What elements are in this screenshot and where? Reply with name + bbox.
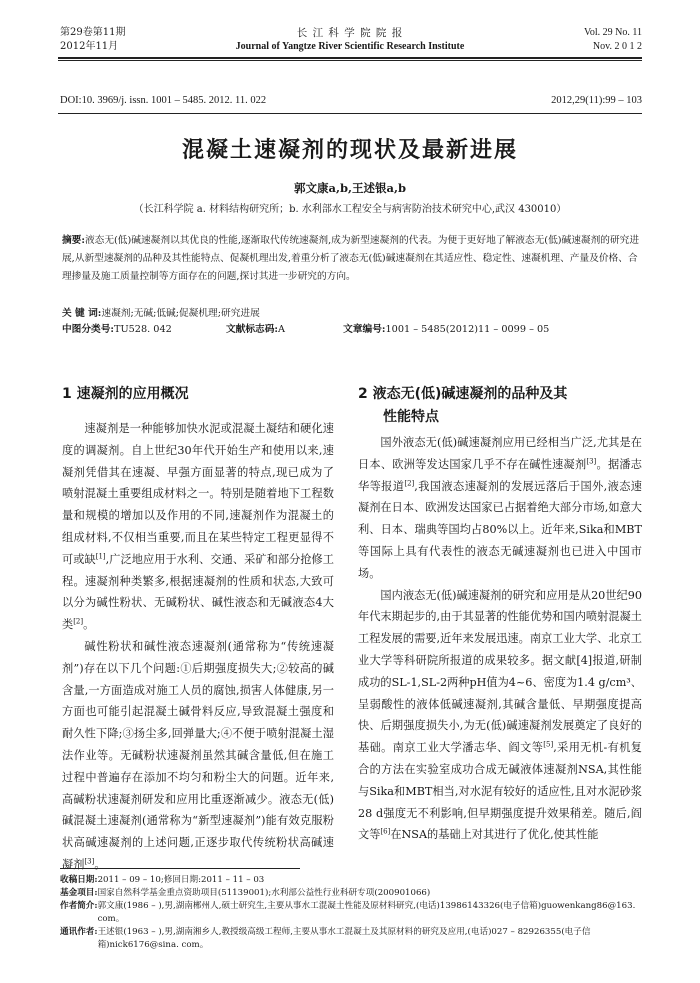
keywords	[62, 306, 642, 322]
abstract-label: 摘要:	[62, 235, 85, 246]
affiliation: （长江科学院 a. 材料结构研究所；b. 水利部水工程安全与病害防治技术研究中心,武汉 430010）	[133, 204, 567, 215]
right-column	[358, 432, 642, 846]
abstract-text: 液态无(低)碱速凝剂以其优良的性能,逐渐取代传统速凝剂,成为新型速凝剂的代表。为便于更好地了解液态无(低)碱速凝剂的研究进展,从新型速凝剂的品种及其性能特点、促凝机理出发,着重分析了液态无(低)碱速凝剂在其适应性、稳定性、速凝机理、产量及价格、合理掺量及施工质量控制等方面存在的问题,探讨其进一步研究的方向。	[62, 235, 640, 282]
section2-paragraph-1: 国外液态无(低)碱速凝剂应用已经相当广泛,尤其是在日本、欧洲等发达国家几乎不存在碱性速凝剂[3]。据潘志华等报道[2],我国液态速凝剂的发展远落后于国外,液态速凝剂在日本、欧洲发达国家已占据着绝大部分市场,如意大利、日本、瑞典等国均占80%以上。近年来,Sika和MBT等国际上具有代表性的液态无碱速凝剂也已进入中国市场。	[358, 436, 642, 580]
footnotes	[60, 874, 642, 952]
section2-heading: 2 液态无(低)碱速凝剂的品种及其	[358, 386, 568, 402]
doi: DOI:10. 3969/j. issn. 1001 – 5485. 2012. 11. 022	[60, 95, 267, 106]
citation-ref: [1]	[95, 552, 106, 561]
citation-ref: [3]	[586, 457, 597, 466]
date-cn: 2012年11月	[60, 41, 119, 52]
keywords-text: 速凝剂;无碱;低碱;促凝机理;研究进展	[101, 308, 260, 319]
header-rule	[58, 57, 642, 59]
funding: 基金项目: 国家自然科学基金重点资助项目(51139001);水利部公益性行业科研专项(200901066)	[60, 888, 431, 898]
journal-name-en: Journal of Yangtze River Scientific Research Institute	[235, 41, 465, 52]
received-dates: 收稿日期: 2011 – 09 – 10;修回日期:2011 – 11 – 03	[60, 875, 265, 885]
corresponding-author: 通讯作者: 王述银(1963 – ),男,湖南湘乡人,教授级高级工程师,主要从事水工混凝土及其原材料的研究及应用,(电话)027 – 82926355(电子信箱)nick6176@sina. com。	[60, 927, 591, 950]
authors: 郭文康a,b,王述银a,b	[294, 181, 406, 195]
abstract	[62, 232, 642, 286]
volume-issue-en: Vol. 29 No. 11	[583, 27, 642, 38]
date-en: Nov. 2 0 1 2	[592, 41, 642, 52]
section1-paragraph-1: 速凝剂是一种能够加快水泥或混凝土凝结和硬化速度的调凝剂。自上世纪30年代开始生产和使用以来,速凝剂凭借其在速凝、早强方面显著的特点,现已成为了喷射混凝土重要组成材料之一。特别是随着地下工程数量和规模的增加以及作用的不同,速凝剂作为混凝土的组成材料,不仅相当重要,而且在某些特定工程更显得不可或缺[1],广泛地应用于水利、交通、采矿和部分抢修工程。速凝剂种类繁多,根据速凝剂的性质和状态,大致可以分为碱性粉状、无碱粉状、碱性液态和无碱液态4大类[2]。	[62, 422, 334, 632]
clc-label: 中图分类号:	[62, 324, 115, 335]
header-rule-thin	[58, 60, 642, 61]
volume-issue-cn: 第29卷第11期	[60, 27, 126, 38]
doc-code-label: 文献标志码:	[225, 324, 278, 335]
citation-ref: [2]	[404, 478, 415, 487]
keywords-label: 关 键 词:	[62, 308, 102, 319]
doc-code-value: A	[277, 324, 285, 335]
clc-value: TU528. 042	[114, 324, 172, 335]
article-number-value: 1001 – 5485(2012)11 – 0099 – 05	[385, 324, 550, 335]
doi-rule	[58, 113, 642, 114]
left-column	[62, 418, 334, 876]
section2-heading-line2: 性能特点	[383, 409, 439, 425]
article-title: 混凝土速凝剂的现状及最新进展	[181, 138, 518, 163]
section1-heading: 1 速凝剂的应用概况	[62, 386, 189, 402]
author-bio: 作者简介: 郭文康(1986 – ),男,湖南郴州人,硕士研究生,主要从事水工混凝土性能及原材料研究,(电话)13986143326(电子信箱)guowenkang86@163. com。	[60, 901, 636, 924]
section1-paragraph-2: 碱性粉状和碱性液态速凝剂(通常称为“传统速凝剂”)存在以下几个问题:①后期强度损失大;②较高的碱含量,一方面造成对施工人员的腐蚀,损害人体健康,另一方面也可能引起混凝土碱骨料反应,导致混凝土强度和耐久性下降;③扬尘多,回弹量大;④不便于喷射混凝土湿法作业等。无碱粉状速凝剂虽然其碱含量低,但在施工过程中普遍存在添加不均匀和粉尘大的问题。近年来,高碱粉状速凝剂研发和应用比重逐渐减少。液态无(低)碱混凝土速凝剂(通常称为“新型速凝剂”)能有效克服粉状高碱速凝剂的上述问题,正逐步取代传统粉状高碱速凝剂[3]。	[62, 639, 334, 871]
section2-paragraph-2: 国内液态无(低)碱速凝剂的研究和应用是从20世纪90年代末期起步的,由于其显著的性能优势和国内喷射混凝土工程发展的需要,近年来发展迅速。南京工业大学、北京工业大学等科研院所报道的成果较多。据文献[4]报道,研制成功的SL-1,SL-2两种pH值为4~6、密度为1.4 g/cm³、呈弱酸性的液体低碱速凝剂,其碱含量低、早期强度提高快、后期强度损失小,为无(低)碱速凝剂发展奠定了良好的基础。南京工业大学潘志华、阎文等[5],采用无机-有机复合的方法在实验室成功合成无碱液体速凝剂NSA,其性能与Sika和MBT相当,对水泥有较好的适应性,且对水泥砂浆28 d强度无不利影响,但早期强度提升效果稍差。随后,阎文等[6]在NSA的基础上对其进行了优化,使其性能	[358, 588, 642, 842]
article-number-label: 文章编号:	[343, 324, 386, 335]
classification-line	[62, 322, 642, 338]
citation-ref: [5]	[543, 740, 554, 749]
citation-ref: [2]	[73, 617, 84, 626]
citation-ref: [6]	[380, 827, 391, 836]
footnote-rule	[60, 868, 300, 869]
citation: 2012,29(11):99 – 103	[551, 95, 642, 106]
journal-name-cn: 长 江 科 学 院 院 报	[296, 27, 404, 39]
citation-ref: [3]	[84, 857, 95, 866]
